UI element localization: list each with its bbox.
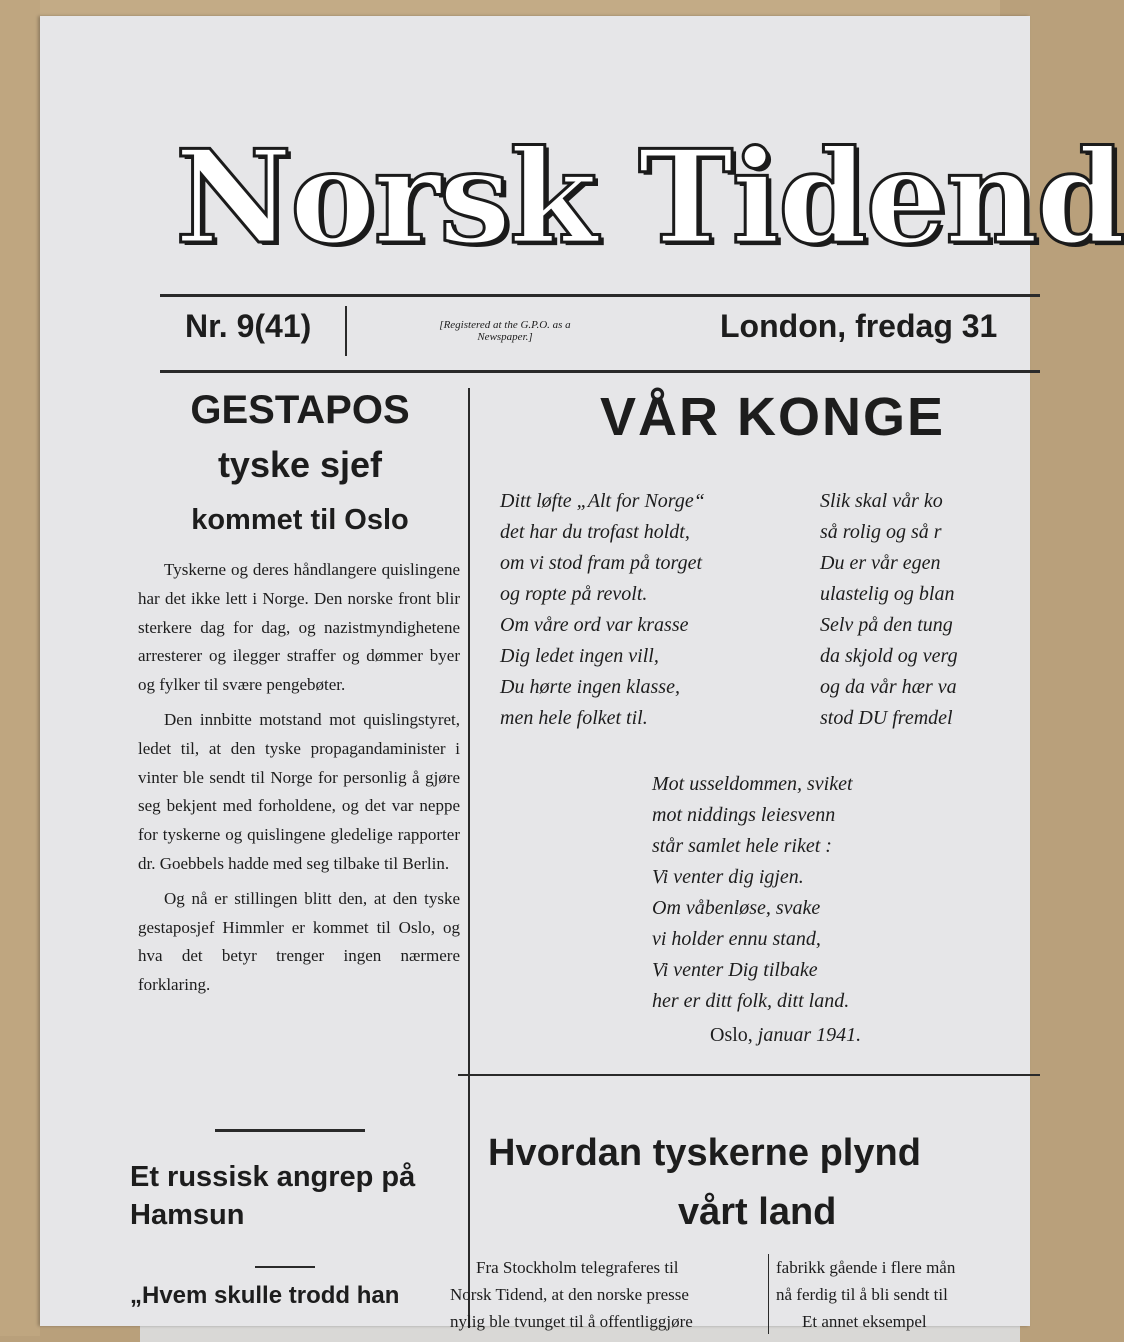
article-paragraph: Den innbitte motstand mot quislingstyret, ledet til, at den tyske propagandaminister i vinter ble sendt til Norge for personlig å gjøre seg bekjent med forholdene, og det var neppe for tyskerne og quislingene gledelige rapporter dr. Goebbels hadde med seg tilbake til Berlin. [138,709,460,873]
poem-stanza-3 [652,769,853,1017]
poem-line: mot niddings leiesvenn [652,804,836,826]
article-headline-plyndrer: Hvordan tyskerne plynd [488,1132,921,1174]
article-separator-short-rule [255,1266,315,1268]
poem-signature-place: Oslo, [710,1024,753,1046]
poem-line: Dig ledet ingen vill, [500,645,659,667]
poem-line: Vi venter Dig tilbake [652,959,818,981]
poem-line: stod DU fremdel [820,707,953,729]
newspaper-page [40,16,1124,1331]
article-subheadline-kommet-til-oslo: kommet til Oslo [191,504,409,536]
poem-stanza-1 [500,486,705,734]
poem-line: Om våbenløse, svake [652,897,821,919]
article-line: nylig ble tvunget til å offentliggjøre [450,1312,693,1331]
poem-line: Du er vår egen [820,552,941,574]
poem-line: Mot usseldommen, sviket [652,773,853,795]
article-line: nå ferdig til å bli sendt til [776,1285,948,1304]
article-separator-rule [215,1129,365,1132]
article-column-1 [450,1254,762,1335]
issue-bar-top-rule [160,294,1040,297]
issue-bar-bottom-rule [160,370,1040,373]
cardboard-background-left [0,0,40,1336]
poem-line: Slik skal vår ko [820,490,943,512]
poem-line: Du hørte ingen klasse, [500,676,680,698]
article-line: fabrikk gående i flere mån [776,1258,956,1277]
article-line: Et annet eksempel [802,1312,927,1331]
poem-line: vi holder ennu stand, [652,928,821,950]
poem-line: Vi venter dig igjen. [652,866,804,888]
poem-signature-date: januar 1941. [757,1024,862,1046]
dateline: London, fredag 31 [720,308,998,344]
poem-line: Om våre ord var krasse [500,614,689,636]
article-headline-gestapos: GESTAPOS [190,388,410,432]
poem-line: her er ditt folk, ditt land. [652,990,850,1012]
article-column-2 [776,1254,1040,1335]
poem-line: Selv på den tung [820,614,953,636]
poem-stanza-2 [820,486,958,734]
poem-line: og ropte på revolt. [500,583,648,605]
article-paragraph: Og nå er stillingen blitt den, at den tyske gestaposjef Himmler er kommet til Oslo, og hva det betyr trenger ingen nærmere forklaring. [138,888,460,995]
article-paragraph: Tyskerne og deres håndlangere quislingene har det ikke lett i Norge. Den norske front blir sterkere dag for dag, og nazistmyndighetene arresterer og ilegger straffer og dømmer byer og fylker til svære pengebøter. [138,560,460,695]
article-line: Fra Stockholm telegraferes til [476,1258,679,1277]
poem-line: står samlet hele riket : [652,835,832,857]
poem-bottom-rule [458,1074,1040,1076]
poem-line: om vi stod fram på torget [500,552,703,574]
poem-signature [710,1024,861,1047]
issue-number: Nr. 9(41) [185,308,312,344]
article-headline-plyndrer-line-2: vårt land [678,1191,837,1233]
article-column-divider [768,1254,769,1334]
masthead-title: Norsk Tidend [175,123,1124,273]
registered-notice: [Registered at the G.P.O. as a Newspaper.] [439,319,571,343]
poem-line: ulastelig og blan [820,583,955,605]
article-headline-hamsun: Et russisk angrep på Hamsun [130,1161,416,1231]
article-line: Norsk Tidend, at den norske presse [450,1285,689,1304]
article-body-gestapos [138,556,460,1006]
poem-line: så rolig og så r [820,521,942,543]
column-divider [468,388,470,1328]
article-body-hamsun-start: „Hvem skulle trodd han [130,1282,400,1309]
article-subheadline-tyske-sjef: tyske sjef [217,444,383,485]
poem-line: og da vår hær va [820,676,957,698]
issue-bar-divider [345,306,347,356]
poem-line: men hele folket til. [500,707,648,729]
poem-title: VÅR KONGE [600,387,946,447]
poem-line: Ditt løfte „Alt for Norge“ [500,490,705,512]
poem-line: da skjold og verg [820,645,958,667]
poem-line: det har du trofast holdt, [500,521,690,543]
